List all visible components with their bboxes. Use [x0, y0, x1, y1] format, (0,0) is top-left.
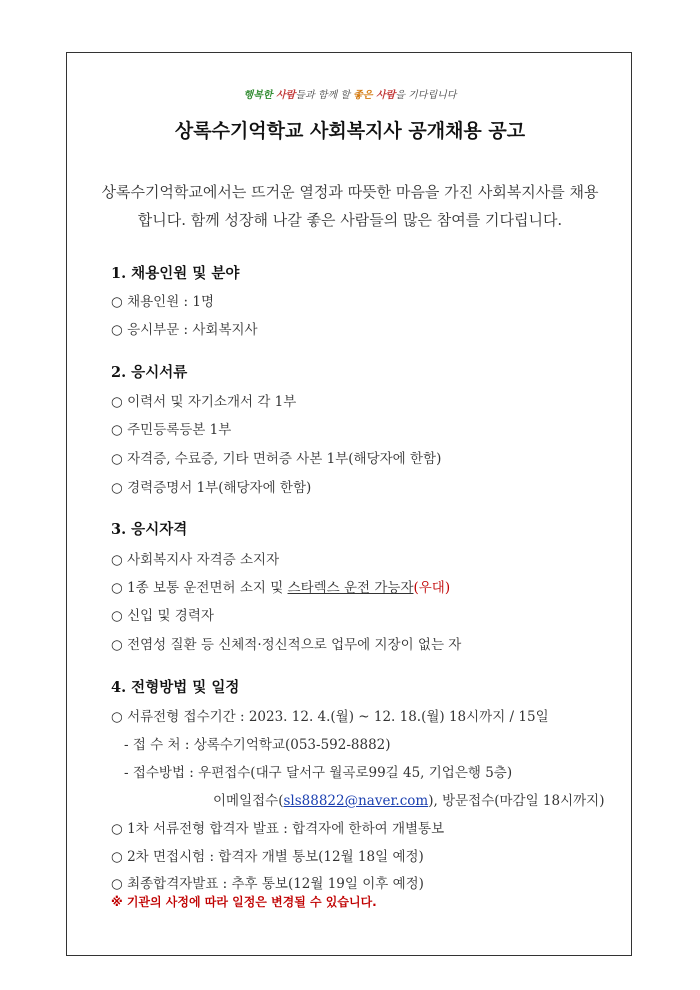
list-item: ○ 경력증명서 1부(해당자에 한함) [111, 480, 312, 496]
section-1-heading: 1. 채용인원 및 분야 [111, 265, 240, 282]
list-item: - 접 수 처 : 상록수기억학교(053-592-8882) [124, 737, 391, 753]
list-item: ○ 1종 보통 운전면허 소지 및 스타렉스 운전 가능자(우대) [111, 580, 451, 596]
list-item: 이메일접수(sls88822@naver.com), 방문접수(마감일 18시까지) [213, 793, 605, 809]
section-3-heading: 3. 응시자격 [111, 521, 188, 538]
email-link[interactable]: sls88822@naver.com [283, 793, 429, 809]
intro-paragraph: 상록수기억학교에서는 뜨거운 열정과 따뜻한 마음을 가진 사회복지사를 채용합니다. 함께 성장해 나갈 좋은 사람들의 많은 참여를 기다립니다. [101, 183, 599, 229]
slogan: 행복한 사람들과 함께 할 좋은 사람을 기다립니다 [243, 90, 457, 101]
section-4-heading: 4. 전형방법 및 일정 [111, 679, 240, 696]
list-item: ○ 2차 면접시험 : 합격자 개별 통보(12월 18일 예정) [111, 849, 424, 865]
section-2-heading: 2. 응시서류 [111, 364, 188, 381]
list-item: ○ 채용인원 : 1명 [111, 294, 214, 310]
list-item: ○ 신입 및 경력자 [111, 608, 214, 624]
list-item: ○ 응시부문 : 사회복지사 [111, 322, 258, 338]
list-item: ○ 사회복지사 자격증 소지자 [111, 552, 280, 568]
list-item: ○ 서류전형 접수기간 : 2023. 12. 4.(월) ~ 12. 18.(월) 18시까지 / 15일 [111, 709, 549, 725]
notice-text: ※ 기관의 사정에 따라 일정은 변경될 수 있습니다. [111, 895, 377, 909]
page-title: 상록수기억학교 사회복지사 공개채용 공고 [174, 120, 526, 142]
list-item: - 접수방법 : 우편접수(대구 달서구 월곡로99길 45, 기업은행 5층) [124, 765, 513, 781]
list-item: ○ 전염성 질환 등 신체적·정신적으로 업무에 지장이 없는 자 [111, 637, 462, 653]
list-item: ○ 최종합격자발표 : 추후 통보(12월 19일 이후 예정) [111, 876, 424, 892]
list-item: ○ 주민등록등본 1부 [111, 422, 232, 438]
list-item: ○ 자격증, 수료증, 기타 면허증 사본 1부(해당자에 한함) [111, 451, 442, 467]
list-item: ○ 1차 서류전형 합격자 발표 : 합격자에 한하여 개별통보 [111, 821, 445, 837]
list-item: ○ 이력서 및 자기소개서 각 1부 [111, 394, 297, 410]
